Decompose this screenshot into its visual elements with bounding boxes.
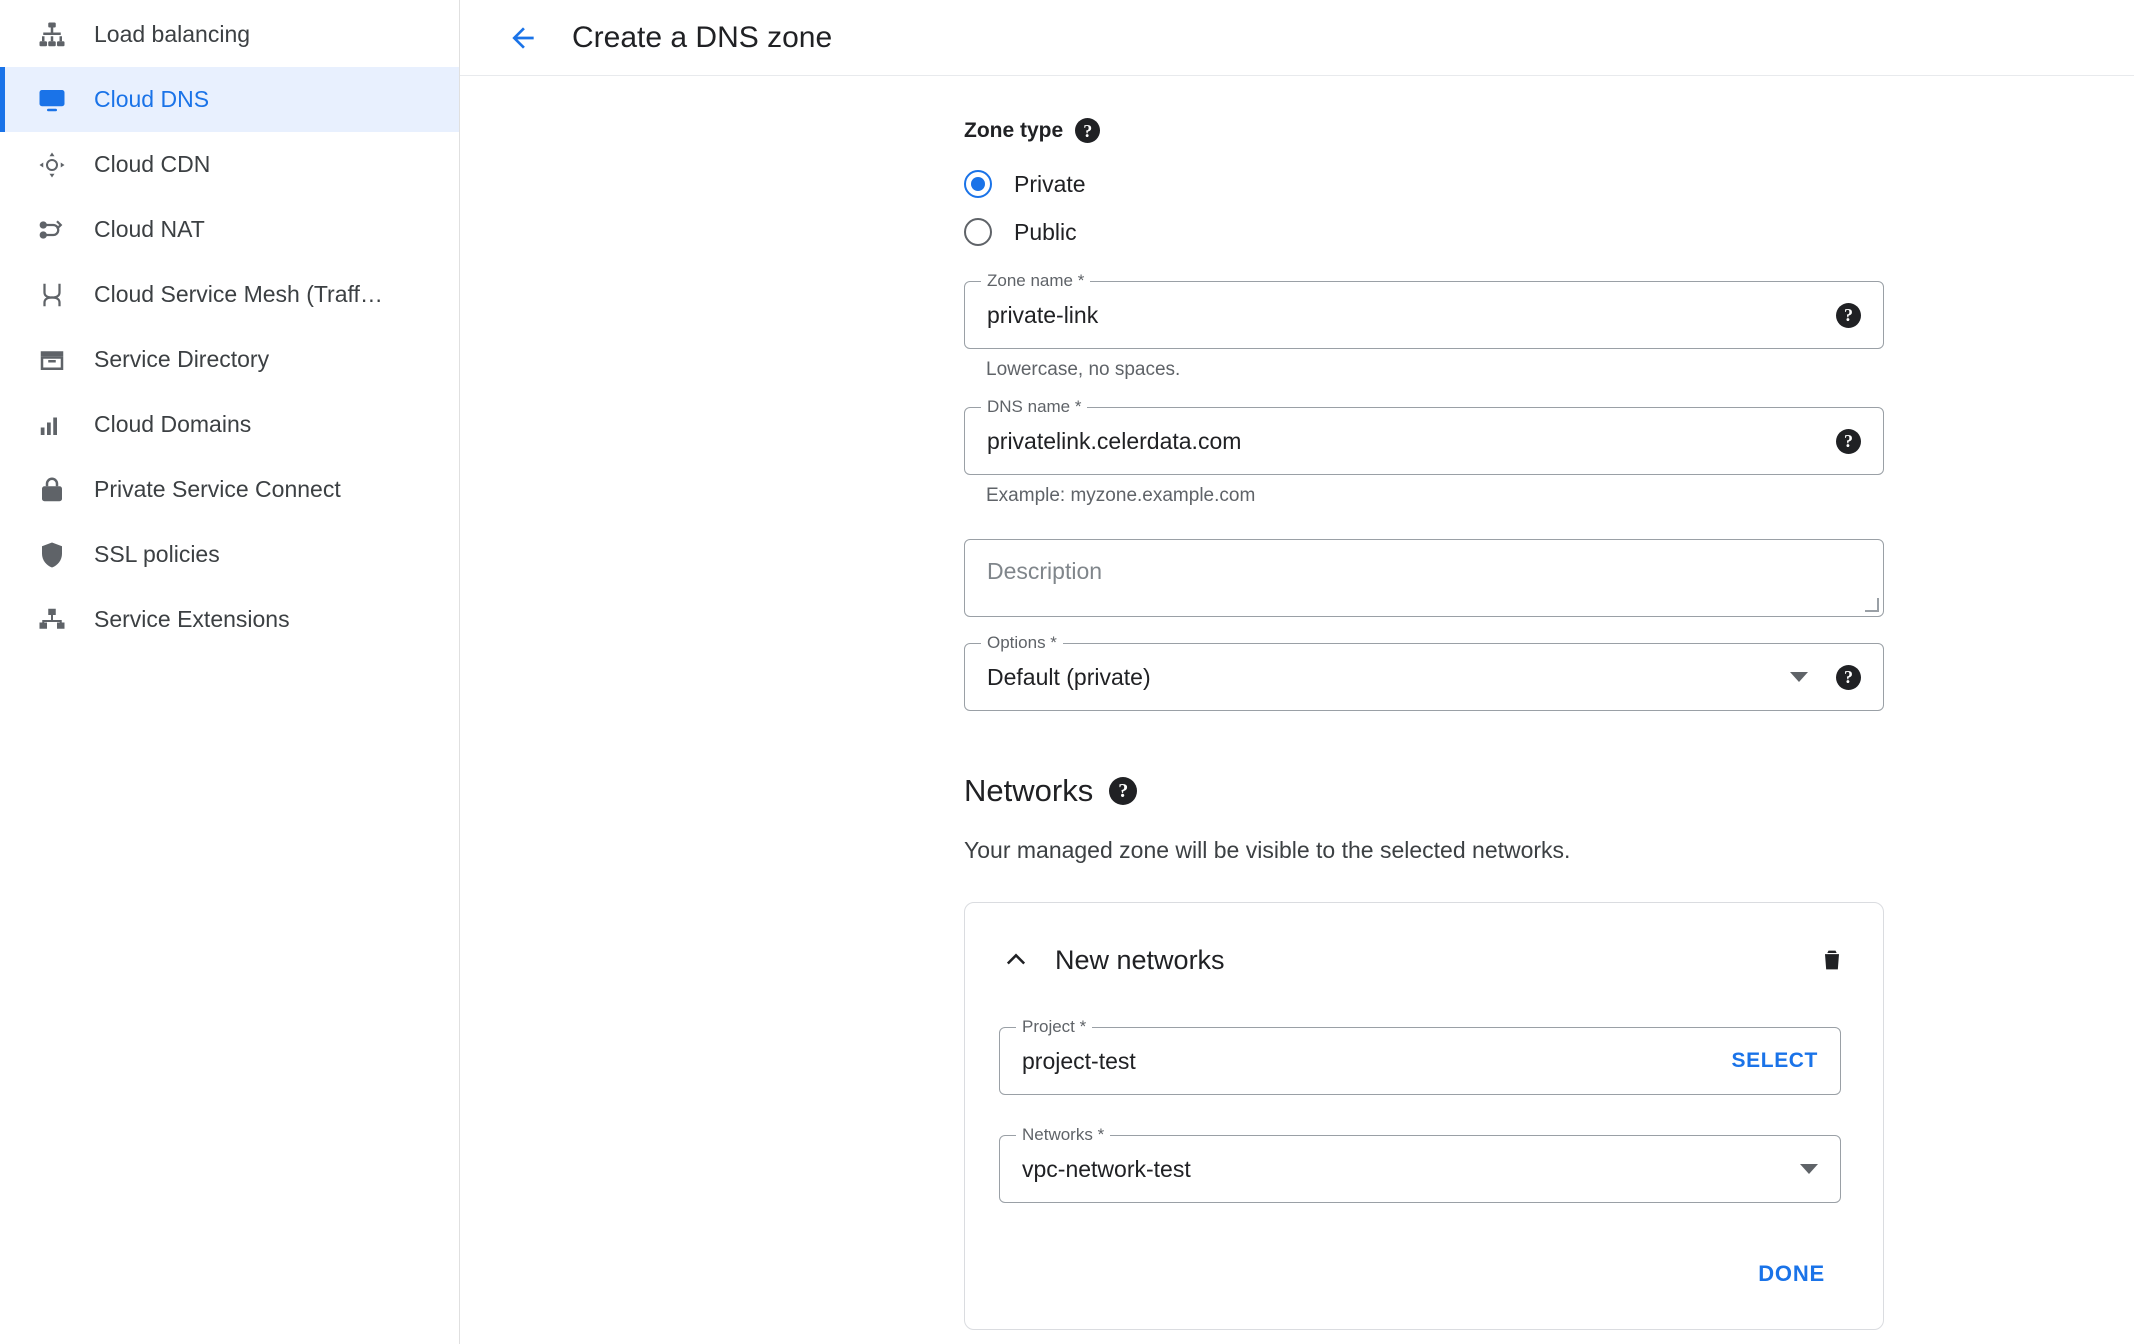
zone-name-hint: Lowercase, no spaces. [986,359,1181,380]
ssl-policies-icon [34,537,70,573]
cloud-cdn-icon [34,147,70,183]
cloud-domains-icon [34,407,70,443]
help-icon-networks[interactable]: ? [1109,777,1137,805]
sidebar-item-label: Service Directory [94,346,270,372]
sidebar-item-label: Cloud Service Mesh (Traff… [94,281,383,307]
cloud-nat-icon [34,212,70,248]
project-label: Project * [1016,1017,1092,1037]
networks-heading-text: Networks [964,773,1094,808]
page-header [460,0,2134,76]
project-select-button[interactable]: SELECT [1731,1049,1818,1072]
page-title: Create a DNS zone [572,20,833,54]
dns-name-hint: Example: myzone.example.com [986,485,1256,506]
help-icon-dns-name[interactable]: ? [1836,429,1861,454]
sidebar-item-label: Private Service Connect [94,476,341,502]
options-label: Options * [981,633,1063,653]
zone-name-label: Zone name * [981,271,1090,291]
networks-select[interactable] [999,1125,1841,1203]
new-networks-card-actions [999,1203,1849,1329]
project-input[interactable]: project-test [1022,1047,1136,1074]
networks-description: Your managed zone will be visible to the selected networks. [964,837,1571,863]
networks-select-label: Networks * [1016,1125,1110,1145]
trash-icon[interactable] [1815,943,1849,977]
description-textarea[interactable]: Description [964,539,1884,617]
zone-type-section-label [964,118,1884,143]
done-button[interactable]: DONE [1758,1261,1825,1286]
service-extensions-icon [34,602,70,638]
chevron-up-icon[interactable] [999,943,1033,977]
radio-public-label: Public [1014,218,1077,245]
sidebar-item-cloud-domains[interactable] [0,392,459,457]
sidebar-item-private-service-connect[interactable] [0,457,459,522]
new-networks-card-header [999,933,1849,987]
help-icon-zone-type[interactable]: ? [1075,118,1100,143]
new-networks-title: New networks [1055,944,1225,975]
project-field[interactable] [999,1017,1841,1095]
sidebar-item-label: Cloud CDN [94,151,211,177]
back-arrow-icon[interactable] [504,19,542,57]
sidebar-item-ssl-policies[interactable] [0,522,459,587]
sidebar-item-service-directory[interactable] [0,327,459,392]
radio-public-indicator[interactable] [964,218,992,246]
main-panel [460,0,2134,1344]
radio-private-label: Private [1014,170,1086,197]
radio-zone-type-public[interactable] [964,209,1884,255]
zone-type-label: Zone type [964,118,1064,142]
sidebar-item-label: Load balancing [94,21,251,47]
options-value: Default (private) [987,663,1151,690]
sidebar-item-cloud-dns[interactable] [0,67,459,132]
sidebar-item-service-extensions[interactable] [0,587,459,652]
load-balancing-icon [34,17,70,53]
sidebar-item-label: Cloud NAT [94,216,205,242]
chevron-down-icon[interactable] [1790,672,1808,682]
options-select[interactable] [964,633,1884,711]
service-directory-icon [34,342,70,378]
cloud-dns-icon [34,82,70,118]
sidebar-item-label: Cloud DNS [94,86,210,112]
chevron-down-icon[interactable] [1800,1164,1818,1174]
networks-heading [964,773,1884,809]
sidebar-item-label: Service Extensions [94,606,290,632]
help-icon-zone-name[interactable]: ? [1836,303,1861,328]
service-mesh-icon [34,277,70,313]
radio-zone-type-private[interactable] [964,161,1884,207]
sidebar-item-label: Cloud Domains [94,411,252,437]
sidebar [0,0,460,1344]
private-service-connect-icon [34,472,70,508]
sidebar-item-load-balancing[interactable] [0,2,459,67]
form-content [460,76,2134,1344]
sidebar-item-cloud-nat[interactable] [0,197,459,262]
radio-private-indicator[interactable] [964,170,992,198]
sidebar-item-cloud-cdn[interactable] [0,132,459,197]
dns-name-field[interactable] [964,397,1884,475]
zone-name-field[interactable] [964,271,1884,349]
sidebar-item-label: SSL policies [94,541,220,567]
sidebar-item-cloud-service-mesh[interactable] [0,262,459,327]
zone-name-input[interactable]: private-link [987,301,1099,328]
dns-name-label: DNS name * [981,397,1087,417]
new-networks-card [964,902,1884,1330]
dns-name-input[interactable]: privatelink.celerdata.com [987,427,1242,454]
networks-select-value: vpc-network-test [1022,1155,1191,1182]
help-icon-options[interactable]: ? [1836,665,1861,690]
